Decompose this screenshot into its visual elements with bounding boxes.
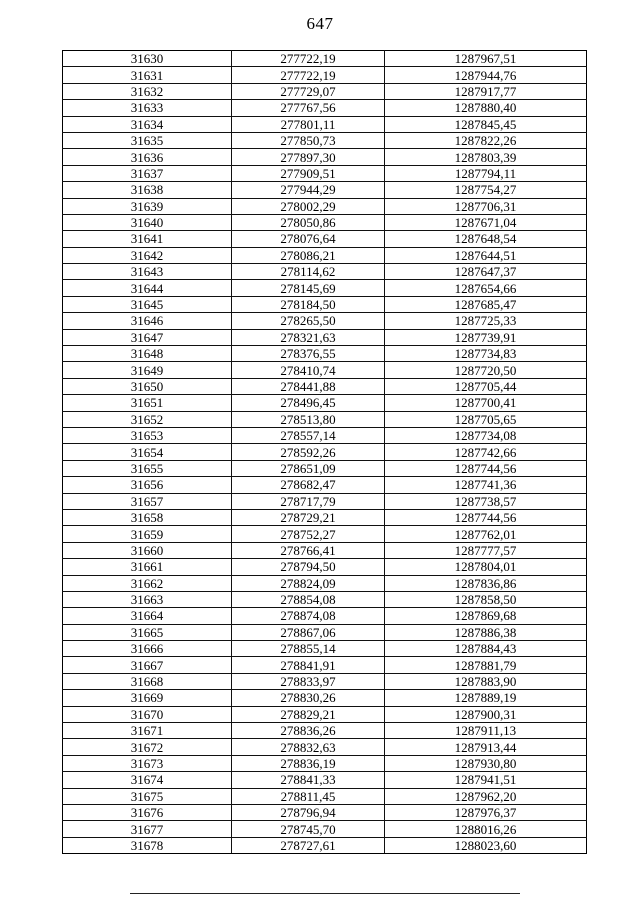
- point-number-cell: 31634: [63, 116, 232, 132]
- table-row: [63, 673, 587, 689]
- x-coordinate-cell: 278796,94: [232, 804, 385, 820]
- point-number-cell: 31641: [63, 231, 232, 247]
- table-row: [63, 378, 587, 394]
- y-coordinate-cell: 1287720,50: [385, 362, 587, 378]
- table-row: [63, 641, 587, 657]
- x-coordinate-cell: 277944,29: [232, 182, 385, 198]
- point-number-cell: 31658: [63, 509, 232, 525]
- y-coordinate-cell: 1287967,51: [385, 51, 587, 67]
- table-row: [63, 231, 587, 247]
- x-coordinate-cell: 278855,14: [232, 641, 385, 657]
- y-coordinate-cell: 1287976,37: [385, 804, 587, 820]
- y-coordinate-cell: 1287648,54: [385, 231, 587, 247]
- table-row: [63, 67, 587, 83]
- x-coordinate-cell: 277801,11: [232, 116, 385, 132]
- x-coordinate-cell: 278867,06: [232, 624, 385, 640]
- x-coordinate-cell: 277729,07: [232, 83, 385, 99]
- x-coordinate-cell: 278114,62: [232, 264, 385, 280]
- x-coordinate-cell: 278002,29: [232, 198, 385, 214]
- point-number-cell: 31650: [63, 378, 232, 394]
- point-number-cell: 31638: [63, 182, 232, 198]
- point-number-cell: 31640: [63, 214, 232, 230]
- y-coordinate-cell: 1287900,31: [385, 706, 587, 722]
- y-coordinate-cell: 1287738,57: [385, 493, 587, 509]
- point-number-cell: 31659: [63, 526, 232, 542]
- point-number-cell: 31675: [63, 788, 232, 804]
- table-row: [63, 280, 587, 296]
- table-row: [63, 247, 587, 263]
- table-row: [63, 264, 587, 280]
- x-coordinate-cell: 278836,19: [232, 755, 385, 771]
- table-row: [63, 100, 587, 116]
- point-number-cell: 31678: [63, 837, 232, 853]
- point-number-cell: 31666: [63, 641, 232, 657]
- y-coordinate-cell: 1287706,31: [385, 198, 587, 214]
- y-coordinate-cell: 1287734,83: [385, 346, 587, 362]
- y-coordinate-cell: 1287739,91: [385, 329, 587, 345]
- table-row: [63, 132, 587, 148]
- table-row: [63, 591, 587, 607]
- x-coordinate-cell: 278321,63: [232, 329, 385, 345]
- x-coordinate-cell: 278513,80: [232, 411, 385, 427]
- y-coordinate-cell: 1287741,36: [385, 477, 587, 493]
- table-row: [63, 444, 587, 460]
- y-coordinate-cell: 1287962,20: [385, 788, 587, 804]
- x-coordinate-cell: 278841,91: [232, 657, 385, 673]
- point-number-cell: 31633: [63, 100, 232, 116]
- bottom-divider: [130, 893, 520, 894]
- table-row: [63, 493, 587, 509]
- table-row: [63, 198, 587, 214]
- y-coordinate-cell: 1287911,13: [385, 723, 587, 739]
- y-coordinate-cell: 1287647,37: [385, 264, 587, 280]
- point-number-cell: 31639: [63, 198, 232, 214]
- x-coordinate-cell: 277722,19: [232, 67, 385, 83]
- x-coordinate-cell: 278682,47: [232, 477, 385, 493]
- y-coordinate-cell: 1287845,45: [385, 116, 587, 132]
- y-coordinate-cell: 1287762,01: [385, 526, 587, 542]
- x-coordinate-cell: 278841,33: [232, 772, 385, 788]
- y-coordinate-cell: 1287705,65: [385, 411, 587, 427]
- x-coordinate-cell: 278557,14: [232, 427, 385, 443]
- y-coordinate-cell: 1287685,47: [385, 296, 587, 312]
- x-coordinate-cell: 278854,08: [232, 591, 385, 607]
- point-number-cell: 31632: [63, 83, 232, 99]
- point-number-cell: 31643: [63, 264, 232, 280]
- point-number-cell: 31677: [63, 821, 232, 837]
- x-coordinate-cell: 278410,74: [232, 362, 385, 378]
- table-row: [63, 575, 587, 591]
- point-number-cell: 31645: [63, 296, 232, 312]
- y-coordinate-cell: 1287742,66: [385, 444, 587, 460]
- point-number-cell: 31676: [63, 804, 232, 820]
- y-coordinate-cell: 1287671,04: [385, 214, 587, 230]
- point-number-cell: 31663: [63, 591, 232, 607]
- point-number-cell: 31635: [63, 132, 232, 148]
- x-coordinate-cell: 278184,50: [232, 296, 385, 312]
- table-row: [63, 477, 587, 493]
- point-number-cell: 31656: [63, 477, 232, 493]
- y-coordinate-cell: 1287869,68: [385, 608, 587, 624]
- table-row: [63, 624, 587, 640]
- table-row: [63, 165, 587, 181]
- table-row: [63, 837, 587, 853]
- x-coordinate-cell: 278086,21: [232, 247, 385, 263]
- point-number-cell: 31660: [63, 542, 232, 558]
- y-coordinate-cell: 1287930,80: [385, 755, 587, 771]
- x-coordinate-cell: 278727,61: [232, 837, 385, 853]
- y-coordinate-cell: 1287944,76: [385, 67, 587, 83]
- table-row: [63, 460, 587, 476]
- table-row: [63, 509, 587, 525]
- table-row: [63, 706, 587, 722]
- y-coordinate-cell: 1287881,79: [385, 657, 587, 673]
- x-coordinate-cell: 278829,21: [232, 706, 385, 722]
- point-number-cell: 31651: [63, 395, 232, 411]
- point-number-cell: 31674: [63, 772, 232, 788]
- point-number-cell: 31665: [63, 624, 232, 640]
- table-row: [63, 395, 587, 411]
- y-coordinate-cell: 1287883,90: [385, 673, 587, 689]
- x-coordinate-cell: 277909,51: [232, 165, 385, 181]
- y-coordinate-cell: 1287777,57: [385, 542, 587, 558]
- point-number-cell: 31661: [63, 559, 232, 575]
- y-coordinate-cell: 1287794,11: [385, 165, 587, 181]
- y-coordinate-cell: 1287803,39: [385, 149, 587, 165]
- y-coordinate-cell: 1287744,56: [385, 509, 587, 525]
- y-coordinate-cell: 1287734,08: [385, 427, 587, 443]
- table-row: [63, 723, 587, 739]
- point-number-cell: 31670: [63, 706, 232, 722]
- table-row: [63, 739, 587, 755]
- y-coordinate-cell: 1287804,01: [385, 559, 587, 575]
- point-number-cell: 31672: [63, 739, 232, 755]
- x-coordinate-cell: 278832,63: [232, 739, 385, 755]
- point-number-cell: 31642: [63, 247, 232, 263]
- point-number-cell: 31630: [63, 51, 232, 67]
- point-number-cell: 31664: [63, 608, 232, 624]
- y-coordinate-cell: 1287836,86: [385, 575, 587, 591]
- table-row: [63, 559, 587, 575]
- y-coordinate-cell: 1287644,51: [385, 247, 587, 263]
- x-coordinate-cell: 278729,21: [232, 509, 385, 525]
- y-coordinate-cell: 1287886,38: [385, 624, 587, 640]
- x-coordinate-cell: 278752,27: [232, 526, 385, 542]
- table-row: [63, 804, 587, 820]
- table-row: [63, 149, 587, 165]
- table-row: [63, 526, 587, 542]
- y-coordinate-cell: 1287654,66: [385, 280, 587, 296]
- x-coordinate-cell: 278265,50: [232, 313, 385, 329]
- table-row: [63, 772, 587, 788]
- x-coordinate-cell: 278874,08: [232, 608, 385, 624]
- table-row: [63, 657, 587, 673]
- point-number-cell: 31646: [63, 313, 232, 329]
- coordinates-table: [62, 50, 587, 854]
- y-coordinate-cell: 1287858,50: [385, 591, 587, 607]
- table-row: [63, 427, 587, 443]
- point-number-cell: 31653: [63, 427, 232, 443]
- point-number-cell: 31647: [63, 329, 232, 345]
- point-number-cell: 31649: [63, 362, 232, 378]
- point-number-cell: 31652: [63, 411, 232, 427]
- point-number-cell: 31654: [63, 444, 232, 460]
- point-number-cell: 31636: [63, 149, 232, 165]
- y-coordinate-cell: 1287705,44: [385, 378, 587, 394]
- x-coordinate-cell: 278145,69: [232, 280, 385, 296]
- y-coordinate-cell: 1287917,77: [385, 83, 587, 99]
- x-coordinate-cell: 278745,70: [232, 821, 385, 837]
- point-number-cell: 31648: [63, 346, 232, 362]
- table-row: [63, 608, 587, 624]
- table-row: [63, 821, 587, 837]
- y-coordinate-cell: 1287744,56: [385, 460, 587, 476]
- point-number-cell: 31668: [63, 673, 232, 689]
- table-row: [63, 83, 587, 99]
- y-coordinate-cell: 1287822,26: [385, 132, 587, 148]
- table-row: [63, 755, 587, 771]
- x-coordinate-cell: 278811,45: [232, 788, 385, 804]
- x-coordinate-cell: 278376,55: [232, 346, 385, 362]
- y-coordinate-cell: 1288016,26: [385, 821, 587, 837]
- table-row: [63, 296, 587, 312]
- x-coordinate-cell: 277850,73: [232, 132, 385, 148]
- y-coordinate-cell: 1287941,51: [385, 772, 587, 788]
- x-coordinate-cell: 278833,97: [232, 673, 385, 689]
- table-row: [63, 182, 587, 198]
- x-coordinate-cell: 278717,79: [232, 493, 385, 509]
- x-coordinate-cell: 278592,26: [232, 444, 385, 460]
- table-row: [63, 116, 587, 132]
- x-coordinate-cell: 278836,26: [232, 723, 385, 739]
- x-coordinate-cell: 278824,09: [232, 575, 385, 591]
- table-row: [63, 542, 587, 558]
- table-row: [63, 346, 587, 362]
- point-number-cell: 31655: [63, 460, 232, 476]
- x-coordinate-cell: 278496,45: [232, 395, 385, 411]
- point-number-cell: 31671: [63, 723, 232, 739]
- point-number-cell: 31637: [63, 165, 232, 181]
- x-coordinate-cell: 277722,19: [232, 51, 385, 67]
- x-coordinate-cell: 278766,41: [232, 542, 385, 558]
- x-coordinate-cell: 278076,64: [232, 231, 385, 247]
- table-row: [63, 313, 587, 329]
- table-row: [63, 329, 587, 345]
- x-coordinate-cell: 278830,26: [232, 690, 385, 706]
- table-row: [63, 411, 587, 427]
- y-coordinate-cell: 1287889,19: [385, 690, 587, 706]
- x-coordinate-cell: 278651,09: [232, 460, 385, 476]
- point-number-cell: 31667: [63, 657, 232, 673]
- y-coordinate-cell: 1287725,33: [385, 313, 587, 329]
- point-number-cell: 31657: [63, 493, 232, 509]
- x-coordinate-cell: 277767,56: [232, 100, 385, 116]
- coordinates-table-body: [63, 51, 587, 854]
- y-coordinate-cell: 1287880,40: [385, 100, 587, 116]
- x-coordinate-cell: 278794,50: [232, 559, 385, 575]
- x-coordinate-cell: 277897,30: [232, 149, 385, 165]
- y-coordinate-cell: 1287913,44: [385, 739, 587, 755]
- point-number-cell: 31631: [63, 67, 232, 83]
- x-coordinate-cell: 278050,86: [232, 214, 385, 230]
- point-number-cell: 31662: [63, 575, 232, 591]
- y-coordinate-cell: 1287700,41: [385, 395, 587, 411]
- y-coordinate-cell: 1287884,43: [385, 641, 587, 657]
- y-coordinate-cell: 1288023,60: [385, 837, 587, 853]
- table-row: [63, 690, 587, 706]
- table-row: [63, 788, 587, 804]
- point-number-cell: 31673: [63, 755, 232, 771]
- y-coordinate-cell: 1287754,27: [385, 182, 587, 198]
- x-coordinate-cell: 278441,88: [232, 378, 385, 394]
- table-row: [63, 51, 587, 67]
- page-number: 647: [306, 14, 334, 33]
- point-number-cell: 31644: [63, 280, 232, 296]
- table-row: [63, 362, 587, 378]
- point-number-cell: 31669: [63, 690, 232, 706]
- table-row: [63, 214, 587, 230]
